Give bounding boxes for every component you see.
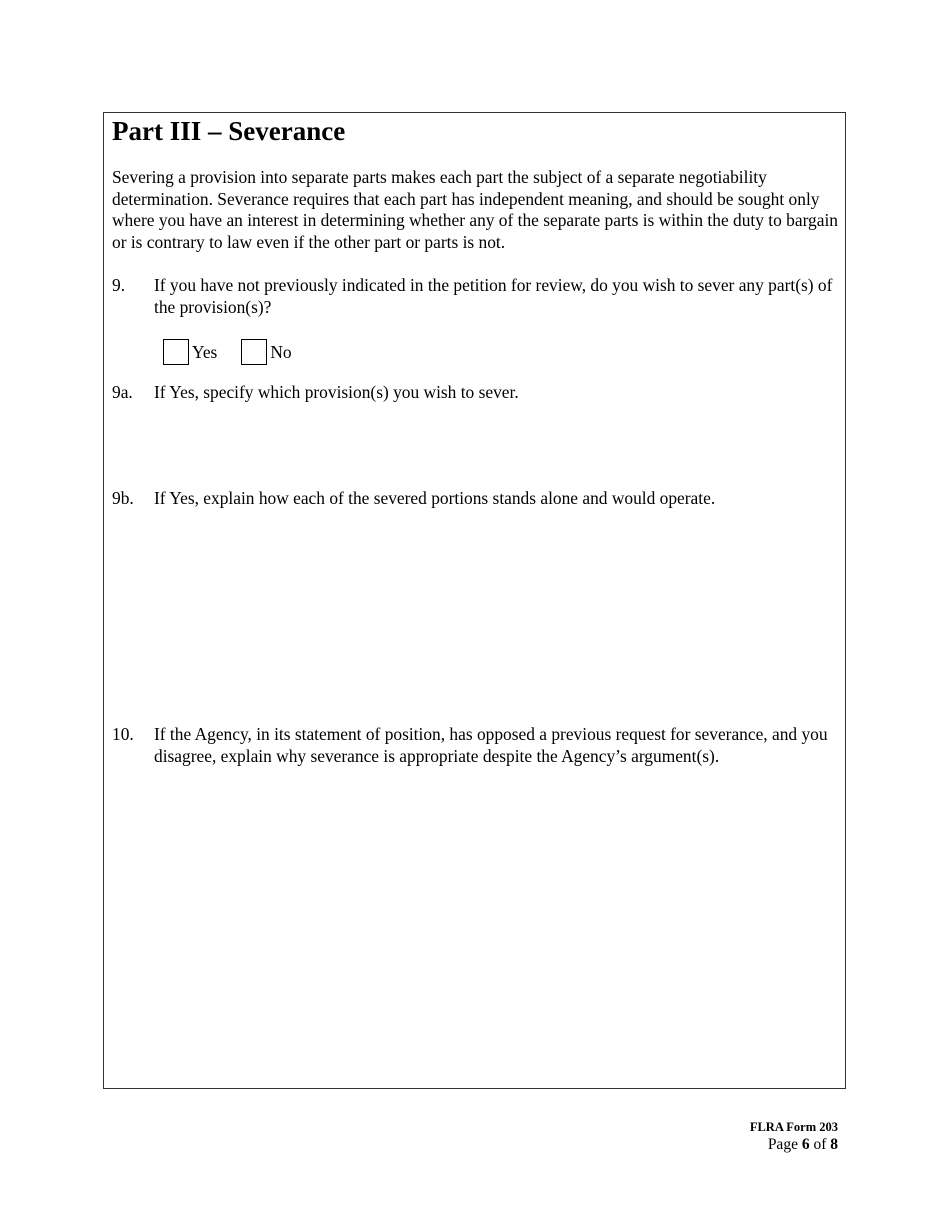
no-label: No [270, 341, 292, 362]
question-9b [112, 488, 837, 510]
question-10 [112, 724, 837, 767]
yes-label: Yes [192, 341, 218, 362]
question-number: 9b. [112, 488, 134, 508]
page-number [750, 1136, 838, 1154]
page-footer [750, 1118, 838, 1154]
form-section-border [103, 112, 846, 1089]
yes-checkbox[interactable] [163, 339, 189, 365]
question-number: 9a. [112, 382, 133, 402]
no-checkbox[interactable] [241, 339, 267, 365]
page-label: Page [767, 1136, 798, 1153]
question-text: If Yes, explain how each of the severed portions stands alone and would operate. [154, 488, 716, 508]
question-text: If the Agency, in its statement of position, has opposed a previous request for severance, and you disagree, explain why severance is appropriate despite the Agency’s argument(s). [154, 724, 828, 766]
question-9 [112, 275, 837, 318]
question-number: 10. [112, 724, 134, 744]
page-current: 6 [801, 1136, 810, 1153]
question-text: If you have not previously indicated in the petition for review, do you wish to sever any part(s) of the provision(s)? [154, 275, 833, 317]
question-number: 9. [112, 275, 126, 295]
section-title: Part III – Severance [112, 116, 346, 146]
section-intro: Severing a provision into separate parts makes each part the subject of a separate negotiability determination. Severance requires that each part has independent meaning, and should be sought only where you have an interest in determining whether any of the separate parts is within the duty to bargain or is contrary to law even if the other part or parts is not. [112, 167, 838, 252]
form-id: FLRA Form 203 [749, 1120, 838, 1134]
question-9a [112, 382, 837, 404]
sever-choice [163, 338, 292, 366]
page-total: 8 [830, 1136, 838, 1153]
page-of: of [813, 1136, 827, 1153]
question-text: If Yes, specify which provision(s) you wish to sever. [154, 382, 519, 402]
